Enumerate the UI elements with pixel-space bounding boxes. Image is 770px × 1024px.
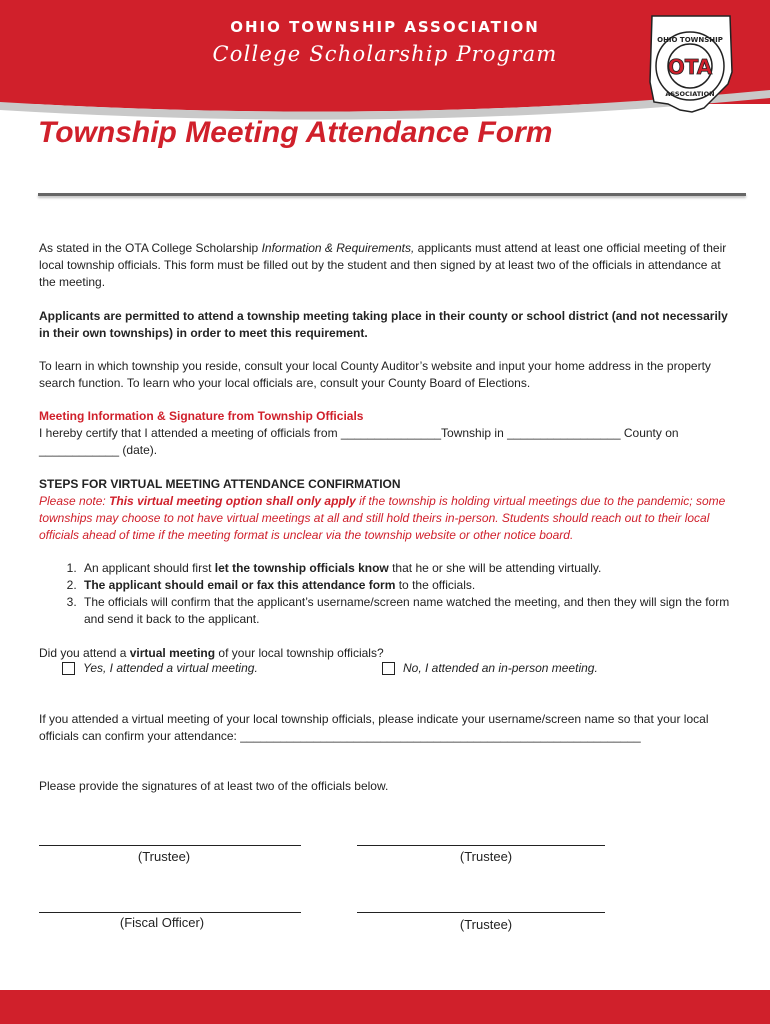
option-yes-label: Yes, I attended a virtual meeting.: [83, 661, 258, 675]
option-yes[interactable]: [62, 661, 258, 675]
meeting-info-heading: Meeting Information & Signature from Township Officials: [39, 409, 364, 423]
title-divider: [38, 193, 746, 196]
signature-caption-fiscal-officer: (Fiscal Officer): [119, 915, 205, 930]
ohio-township-association-logo: [644, 12, 740, 116]
virtual-steps-list: [62, 560, 750, 628]
page-title: Township Meeting Attendance Form: [38, 116, 553, 149]
option-no-label: No, I attended an in-person meeting.: [403, 661, 598, 675]
list-item: 2. The applicant should email or fax this attendance form to the officials.: [80, 577, 750, 594]
signature-line-trustee-3[interactable]: [357, 912, 605, 913]
signature-caption-trustee-3: (Trustee): [459, 917, 513, 932]
signature-caption-trustee-1: (Trustee): [137, 849, 191, 864]
username-prompt[interactable]: If you attended a virtual meeting of your local township officials, please indicate your username/screen name so that your local officials can confirm your attendance: ____________________________________________________________: [39, 712, 709, 743]
signatures-prompt: Please provide the signatures of at least two of the officials below.: [39, 779, 389, 793]
signature-line-trustee-2[interactable]: [357, 845, 605, 846]
signature-caption-trustee-2: (Trustee): [459, 849, 513, 864]
learn-more-paragraph: To learn in which township you reside, consult your local County Auditor’s website and input your home address in the property search function. To learn who your local officials are, consult your County Board of Elections.: [39, 359, 711, 390]
logo-arc-bottom: ASSOCIATION: [665, 90, 715, 98]
logo-arc-top: OHIO TOWNSHIP: [657, 36, 723, 44]
signature-line-fiscal-officer[interactable]: [39, 912, 301, 913]
virtual-question: Did you attend a virtual meeting of your local township officials?: [39, 646, 384, 660]
org-name: OHIO TOWNSHIP ASSOCIATION: [230, 18, 540, 36]
virtual-note: Please note: This virtual meeting option shall only apply if the township is holding virtual meetings due to the pandemic; some townships may choose to not have virtual meetings at all and still hold theirs in-person. Students should reach out to their local officials ahead of time if the meeting format is unclear via the township website or other notice board.: [39, 494, 726, 542]
program-name: College Scholarship Program: [212, 42, 558, 66]
intro-paragraph: As stated in the OTA College Scholarship Information & Requirements, applicants must attend at least one official meeting of their local township officials. This form must be filled out by the student and then signed by at least two of the officials in attendance at the meeting.: [39, 241, 727, 289]
option-no[interactable]: [382, 661, 598, 675]
checkbox-yes[interactable]: [62, 662, 75, 675]
checkbox-no[interactable]: [382, 662, 395, 675]
virtual-steps-heading: STEPS FOR VIRTUAL MEETING ATTENDANCE CONFIRMATION: [39, 477, 401, 491]
certify-statement[interactable]: I hereby certify that I attended a meeting of officials from _______________Township in _________________ County on ____________ (date).: [39, 426, 679, 457]
list-item: 1. An applicant should first let the township officials know that he or she will be attending virtually.: [80, 560, 750, 577]
signature-line-trustee-1[interactable]: [39, 845, 301, 846]
footer-band: [0, 990, 770, 1024]
logo-letters: OTA: [667, 55, 713, 79]
list-item: 3. The officials will confirm that the applicant’s username/screen name watched the meeting, and then they will sign the form and send it back to the applicant.: [80, 594, 750, 628]
permitted-note: Applicants are permitted to attend a township meeting taking place in their county or school district (and not necessarily in their own townships) in order to meet this requirement.: [39, 309, 728, 340]
